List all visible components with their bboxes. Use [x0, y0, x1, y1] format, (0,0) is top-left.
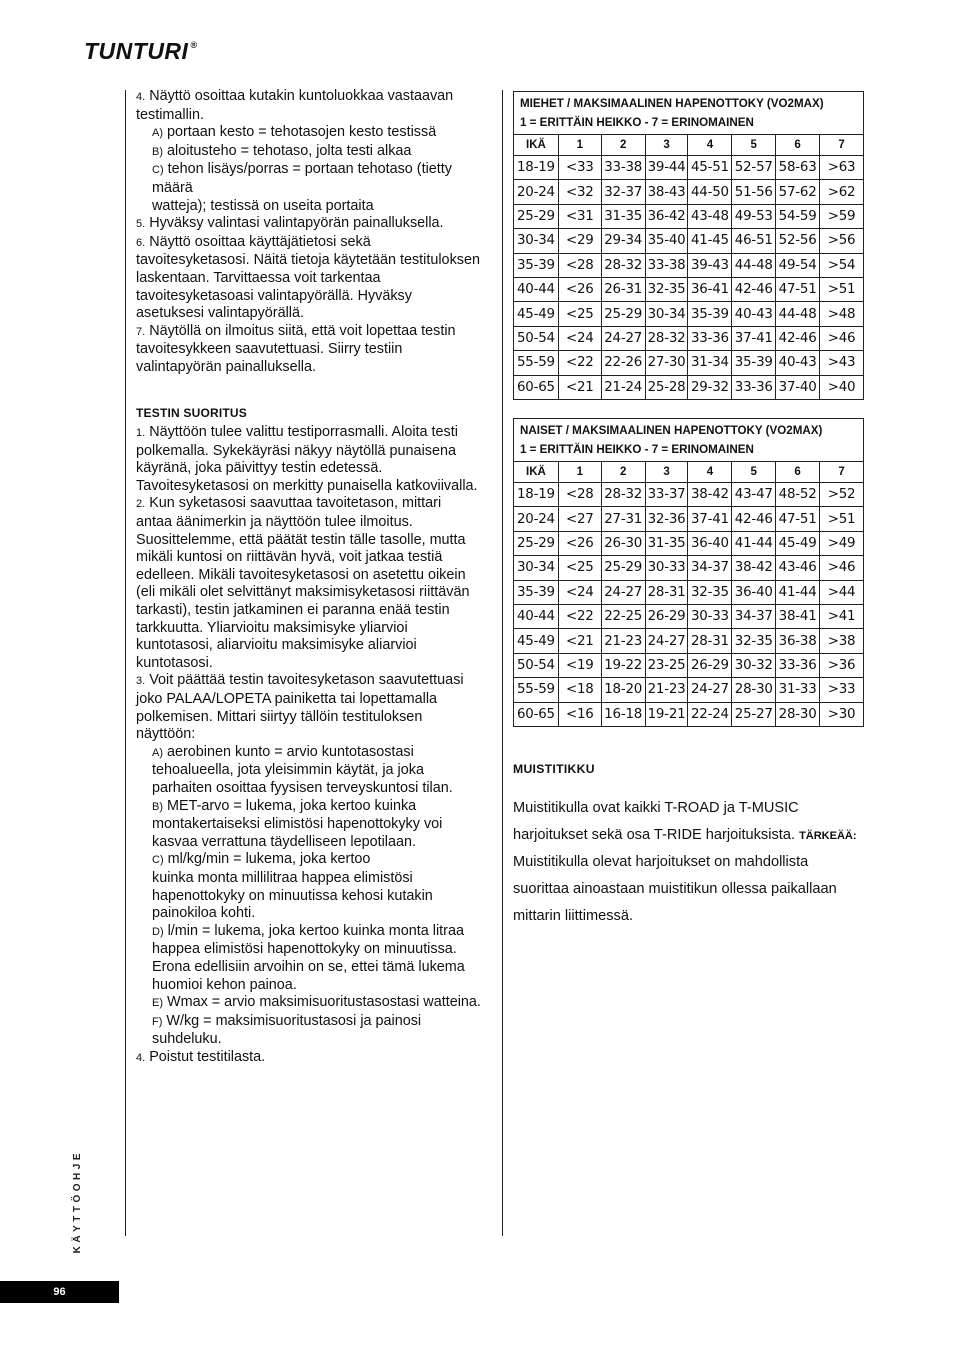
table-cell: 27-31 [601, 507, 645, 531]
table-cell: 26-30 [601, 531, 645, 555]
table-cell: 45-49 [514, 629, 559, 653]
table-cell: <27 [558, 507, 601, 531]
memory-title: MUISTITIKKU [513, 762, 595, 776]
table-cell: 16-18 [601, 702, 645, 726]
table-cell: 34-37 [732, 604, 776, 628]
table-title [514, 92, 864, 135]
table-cell: 52-57 [732, 156, 776, 180]
table-cell: 31-35 [645, 531, 688, 555]
table-cell: <26 [558, 531, 601, 555]
table-cell: 32-36 [645, 507, 688, 531]
table-cell: <21 [558, 375, 601, 399]
table-cell: 58-63 [776, 156, 820, 180]
step-item [136, 143, 481, 162]
table-cell: 55-59 [514, 678, 559, 702]
table-cell: 33-38 [645, 253, 688, 277]
table-cell: 26-29 [688, 653, 732, 677]
table-cell: 43-47 [732, 483, 776, 507]
table-row [514, 531, 864, 555]
table-cell: 21-23 [645, 678, 688, 702]
table-cell: >49 [820, 531, 864, 555]
table-row [514, 604, 864, 628]
table-cell: 24-27 [645, 629, 688, 653]
table-cell: 33-36 [776, 653, 820, 677]
step-text: tehon lisäys/porras = portaan tehotaso (tietty määrä [152, 161, 452, 196]
step-item [136, 215, 481, 234]
table-row [514, 180, 864, 204]
table-cell: <31 [558, 204, 601, 228]
table-cell: 49-53 [732, 204, 776, 228]
step-number: C) [152, 854, 164, 867]
column-header: 7 [820, 462, 864, 483]
table-row [514, 204, 864, 228]
table-cell: 44-48 [732, 253, 776, 277]
table-cell: 30-32 [732, 653, 776, 677]
table-row [514, 229, 864, 253]
step-text: l/min = lukema, joka kertoo kuinka monta litraa happea elimistösi hapenottokyky on minuutissa. Erona edellisiin arvoihin on se, ettei tämä lukema huomioi kehon painoa. [152, 922, 465, 993]
step-text: Wmax = arvio maksimisuoritustasostasi watteina. [167, 994, 481, 1011]
table-row [514, 277, 864, 301]
table-cell: <24 [558, 326, 601, 350]
table-cell: 43-46 [776, 556, 820, 580]
table-row [514, 678, 864, 702]
step-text: Poistut testitilasta. [149, 1048, 266, 1065]
table-cell: <24 [558, 580, 601, 604]
table-cell: >59 [820, 204, 864, 228]
table-cell: 42-46 [732, 507, 776, 531]
table-cell: 38-42 [688, 483, 732, 507]
table-cell: 40-43 [776, 351, 820, 375]
table-cell: 25-29 [514, 531, 559, 555]
step-item [136, 744, 481, 798]
table-cell: 25-29 [601, 302, 645, 326]
table-cell: 30-34 [514, 556, 559, 580]
column-header: 6 [776, 135, 820, 156]
table-cell: 52-56 [776, 229, 820, 253]
table-cell: 55-59 [514, 351, 559, 375]
table-cell: 20-24 [514, 507, 559, 531]
table-cell: >44 [820, 580, 864, 604]
table-row [514, 507, 864, 531]
step-item [136, 1013, 481, 1049]
table-cell: 60-65 [514, 375, 559, 399]
table-cell: 44-50 [688, 180, 732, 204]
table-cell: 44-48 [776, 302, 820, 326]
table-cell: 29-34 [601, 229, 645, 253]
step-number: 7. [136, 325, 146, 338]
table-cell: 32-37 [601, 180, 645, 204]
table-cell: >63 [820, 156, 864, 180]
steps-test [136, 424, 481, 1067]
table-cell: 35-40 [645, 229, 688, 253]
table-cell: 33-36 [732, 375, 776, 399]
table-cell: 30-34 [645, 302, 688, 326]
table-cell: 22-26 [601, 351, 645, 375]
step-number: D) [152, 925, 164, 938]
step-item [136, 198, 481, 216]
step-text: Voit päättää testin tavoitesyketason saavutettuasi joko PALAA/LOPETA painiketta tai lopettamalla polkemisen. Mittari siirtyy tällöin testituloksen näyttöön: [136, 672, 464, 743]
section-title-testin-suoritus: TESTIN SUORITUS [136, 405, 248, 420]
step-number: 4. [136, 1051, 146, 1064]
column-header: 3 [645, 135, 688, 156]
table-cell: 39-43 [688, 253, 732, 277]
table-cell: 54-59 [776, 204, 820, 228]
table-cell: 51-56 [732, 180, 776, 204]
memory-text: Muistitikulla ovat kaikki T-ROAD ja T-MUSIC harjoitukset sekä osa T-RIDE harjoituksista. TÄRKEÄÄ: Muistitikulla olevat harjoitukset on mahdollista suorittaa ainoastaan muistitikun ollessa paikallaan mittarin liittimessä. [513, 800, 857, 924]
table-cell: 42-46 [732, 277, 776, 301]
table-cell: 36-42 [645, 204, 688, 228]
left-column [136, 88, 481, 1067]
table-cell: 38-41 [776, 604, 820, 628]
table-cell: 27-30 [645, 351, 688, 375]
column-header: 4 [688, 135, 732, 156]
step-number: C) [152, 164, 164, 177]
step-number: F) [152, 1015, 163, 1028]
table-cell: <16 [558, 702, 601, 726]
table-cell: 45-49 [776, 531, 820, 555]
step-number: B) [152, 145, 163, 158]
step-item [136, 870, 481, 923]
column-divider-left [125, 90, 126, 1236]
column-header: 3 [645, 462, 688, 483]
table-cell: 33-37 [645, 483, 688, 507]
table-cell: >46 [820, 326, 864, 350]
table-cell: >51 [820, 277, 864, 301]
table-row [514, 302, 864, 326]
table-cell: 49-54 [776, 253, 820, 277]
step-item [136, 798, 481, 852]
table-cell: <25 [558, 556, 601, 580]
table-title-text: MIEHET / MAKSIMAALINEN HAPENOTTOKY (VO2MAX) [520, 97, 824, 110]
table-cell: 22-24 [688, 702, 732, 726]
table-cell: 35-39 [732, 351, 776, 375]
table-cell: <22 [558, 351, 601, 375]
table-cell: 28-30 [776, 702, 820, 726]
table-row [514, 629, 864, 653]
table-cell: <18 [558, 678, 601, 702]
table-cell: 22-25 [601, 604, 645, 628]
step-text: Hyväksy valintasi valintapyörän painalluksella. [149, 215, 444, 232]
table-cell: 30-34 [514, 229, 559, 253]
table-cell: 41-44 [776, 580, 820, 604]
step-item [136, 851, 481, 870]
table-row [514, 351, 864, 375]
table-cell: >52 [820, 483, 864, 507]
table-cell: 30-33 [645, 556, 688, 580]
table-cell: 23-25 [645, 653, 688, 677]
table-cell: <21 [558, 629, 601, 653]
column-header: 5 [732, 462, 776, 483]
table-scale-text: 1 = ERITTÄIN HEIKKO - 7 = ERINOMAINEN [520, 116, 754, 129]
table-cell: 24-27 [688, 678, 732, 702]
table-cell: 18-20 [601, 678, 645, 702]
step-item [136, 161, 481, 197]
table-cell: >30 [820, 702, 864, 726]
step-text: aloitusteho = tehotaso, jolta testi alkaa [167, 142, 412, 159]
table-cell: 48-52 [776, 483, 820, 507]
table-cell: 28-32 [601, 253, 645, 277]
table-cell: 32-35 [645, 277, 688, 301]
table-cell: <33 [558, 156, 601, 180]
table-cell: >56 [820, 229, 864, 253]
step-text: Näyttö osoittaa käyttäjätietosi sekä tavoitesyketasosi. Näitä tietoja käytetään testituloksen laskentaan. Tarvittaessa voit tarkentaa tavoitesyketasoasi valintapyörällä. Hyväksy asetuksesi valintapyörällä. [136, 233, 480, 322]
step-item [136, 994, 481, 1013]
table-cell: >62 [820, 180, 864, 204]
column-header: 5 [732, 135, 776, 156]
table-cell: 36-41 [688, 277, 732, 301]
table-row [514, 483, 864, 507]
column-divider-center [502, 90, 503, 1236]
column-header: IKÄ [514, 135, 559, 156]
column-header: IKÄ [514, 462, 559, 483]
step-number: 3. [136, 675, 146, 688]
table-cell: 38-42 [732, 556, 776, 580]
table-cell: 28-31 [645, 580, 688, 604]
table-cell: 40-43 [732, 302, 776, 326]
table-cell: 37-41 [732, 326, 776, 350]
table-cell: 31-35 [601, 204, 645, 228]
table-cell: <32 [558, 180, 601, 204]
table-cell: >46 [820, 556, 864, 580]
column-header: 1 [558, 462, 601, 483]
table-cell: <28 [558, 253, 601, 277]
table-cell: 25-27 [732, 702, 776, 726]
step-item [136, 424, 481, 495]
table-row [514, 702, 864, 726]
table-cell: 18-19 [514, 483, 559, 507]
step-number: B) [152, 800, 163, 813]
table-cell: 29-32 [688, 375, 732, 399]
column-header: 1 [558, 135, 601, 156]
table-cell: 31-33 [776, 678, 820, 702]
table-cell: >38 [820, 629, 864, 653]
table-cell: 57-62 [776, 180, 820, 204]
step-number: 6. [136, 236, 146, 249]
table-cell: >36 [820, 653, 864, 677]
table-cell: 26-31 [601, 277, 645, 301]
step-text: MET-arvo = lukema, joka kertoo kuinka montakertaiseksi elimistösi hapenottokyky voi kasvaa verrattuna täydelliseen lepotilaan. [152, 797, 443, 850]
table-cell: 28-31 [688, 629, 732, 653]
table-row [514, 653, 864, 677]
table-cell: 60-65 [514, 702, 559, 726]
table-scale-text: 1 = ERITTÄIN HEIKKO - 7 = ERINOMAINEN [520, 443, 754, 456]
table-cell: 36-40 [732, 580, 776, 604]
table-title [514, 419, 864, 462]
table-cell: 35-39 [514, 580, 559, 604]
table-cell: >54 [820, 253, 864, 277]
table-cell: 41-45 [688, 229, 732, 253]
table-cell: 41-44 [732, 531, 776, 555]
table-cell: 25-29 [514, 204, 559, 228]
step-number: 1. [136, 427, 146, 440]
table-cell: 35-39 [688, 302, 732, 326]
table-cell: 30-33 [688, 604, 732, 628]
table-cell: <26 [558, 277, 601, 301]
table-cell: 34-37 [688, 556, 732, 580]
step-number: E) [152, 997, 163, 1010]
table-cell: 21-23 [601, 629, 645, 653]
step-item [136, 88, 481, 124]
table-cell: 36-40 [688, 531, 732, 555]
table-cell: <29 [558, 229, 601, 253]
table-cell: 28-32 [601, 483, 645, 507]
table-cell: 37-41 [688, 507, 732, 531]
table-cell: 35-39 [514, 253, 559, 277]
step-item [136, 672, 481, 743]
vo2max-table-women [513, 418, 864, 727]
step-text: kuinka monta millilitraa happea elimistösi hapenottokyky on minuutissa kehosi kutakin painokiloa kohti. [152, 869, 433, 922]
table-cell: 32-35 [688, 580, 732, 604]
table-cell: 19-22 [601, 653, 645, 677]
table-cell: 33-38 [601, 156, 645, 180]
table-cell: 43-48 [688, 204, 732, 228]
table-cell: >40 [820, 375, 864, 399]
table-cell: 36-38 [776, 629, 820, 653]
step-item [136, 323, 481, 377]
table-cell: <28 [558, 483, 601, 507]
column-header: 2 [601, 462, 645, 483]
table-cell: 42-46 [776, 326, 820, 350]
table-cell: 40-44 [514, 604, 559, 628]
column-header: 7 [820, 135, 864, 156]
table-cell: 24-27 [601, 326, 645, 350]
table-cell: 45-51 [688, 156, 732, 180]
table-cell: 39-44 [645, 156, 688, 180]
step-number: 2. [136, 498, 146, 511]
step-text: W/kg = maksimisuoritustasosi ja painosi suhdeluku. [152, 1012, 422, 1048]
table-title-text: NAISET / MAKSIMAALINEN HAPENOTTOKY (VO2MAX) [520, 424, 823, 437]
table-cell: >43 [820, 351, 864, 375]
step-text: Näyttöön tulee valittu testiporrasmalli. Aloita testi polkemalla. Sykekäyräsi näkyy näytöllä punaisena käyränä, joka päivittyy testin edetessä. Tavoitesyketasosi on merkitty punaisella katkoviivalla. [136, 424, 478, 494]
table-cell: 50-54 [514, 326, 559, 350]
step-text: aerobinen kunto = arvio kuntotasostasi tehoalueella, jota yleisimmin käytät, ja joka parhaiten osoittaa fyysisen terveyskuntosi tilan. [152, 743, 453, 796]
step-number: 4. [136, 91, 146, 103]
table-cell: 40-44 [514, 277, 559, 301]
table-cell: 24-27 [601, 580, 645, 604]
step-number: A) [152, 127, 163, 140]
table-cell: <25 [558, 302, 601, 326]
step-item [136, 1049, 481, 1068]
page-number: 96 [0, 1281, 119, 1303]
side-label: KÄYTTÖOHJE [72, 1150, 83, 1254]
step-text: Näytöllä on ilmoitus siitä, että voit lopettaa testin tavoitesykkeen saavutettuasi. Siirry testiin valintapyörän painalluksella. [136, 322, 456, 375]
step-item [136, 124, 481, 143]
table-cell: >51 [820, 507, 864, 531]
table-cell: <19 [558, 653, 601, 677]
table-cell: 25-28 [645, 375, 688, 399]
table-row [514, 556, 864, 580]
steps-top [136, 88, 481, 377]
step-item [136, 923, 481, 994]
step-text: portaan kesto = tehotasojen kesto testissä [167, 124, 437, 141]
step-text: watteja); testissä on useita portaita [152, 197, 374, 214]
table-cell: 21-24 [601, 375, 645, 399]
table-row [514, 580, 864, 604]
step-text: Kun syketasosi saavuttaa tavoitetason, mittari antaa äänimerkin ja näyttöön tulee ilmoitus. Suosittelemme, että päätät testin tälle tasolle, mutta mikäli kuntosi on riittävän hyvä, voit jatkaa testiä edelleen. Mikäli tavoitesyketasosi on asetettu oikein (eli mikäli olet selvittänyt maksimisyketasosi riittävän tarkasti), testin jatkaminen ei paranna enää testin tarkkuutta. Yliarvioitu maksimisyke yliarvioi kuntotasosi, aliarvioitu maksimisyke aliarvioi kuntotasosi. [136, 495, 470, 671]
table-cell: 45-49 [514, 302, 559, 326]
table-cell: 31-34 [688, 351, 732, 375]
table-cell: >33 [820, 678, 864, 702]
tunturi-logo: TUNTURI ® [84, 38, 198, 64]
column-header: 6 [776, 462, 820, 483]
memory-note-label: TÄRKEÄÄ: [799, 829, 857, 842]
table-cell: 28-30 [732, 678, 776, 702]
table-row [514, 375, 864, 399]
table-cell: 46-51 [732, 229, 776, 253]
memory-section [513, 762, 858, 930]
table-cell: 33-36 [688, 326, 732, 350]
table-cell: 19-21 [645, 702, 688, 726]
step-text: ml/kg/min = lukema, joka kertoo [167, 851, 371, 868]
table-cell: 47-51 [776, 507, 820, 531]
table-cell: 47-51 [776, 277, 820, 301]
table-cell: 37-40 [776, 375, 820, 399]
table-cell: >41 [820, 604, 864, 628]
step-number: 5. [136, 218, 146, 231]
step-item [136, 495, 481, 672]
table-row [514, 326, 864, 350]
table-cell: 28-32 [645, 326, 688, 350]
step-number: A) [152, 746, 163, 759]
table-cell: <22 [558, 604, 601, 628]
table-cell: 20-24 [514, 180, 559, 204]
table-cell: 18-19 [514, 156, 559, 180]
table-cell: 38-43 [645, 180, 688, 204]
step-item [136, 234, 481, 323]
table-cell: >48 [820, 302, 864, 326]
table-row [514, 156, 864, 180]
column-header: 4 [688, 462, 732, 483]
table-cell: 26-29 [645, 604, 688, 628]
table-cell: 50-54 [514, 653, 559, 677]
table-row [514, 253, 864, 277]
vo2max-table-men [513, 91, 864, 400]
column-header: 2 [601, 135, 645, 156]
table-cell: 25-29 [601, 556, 645, 580]
table-cell: 32-35 [732, 629, 776, 653]
step-text: Näyttö osoittaa kutakin kuntoluokkaa vastaavan testimallin. [136, 88, 454, 123]
